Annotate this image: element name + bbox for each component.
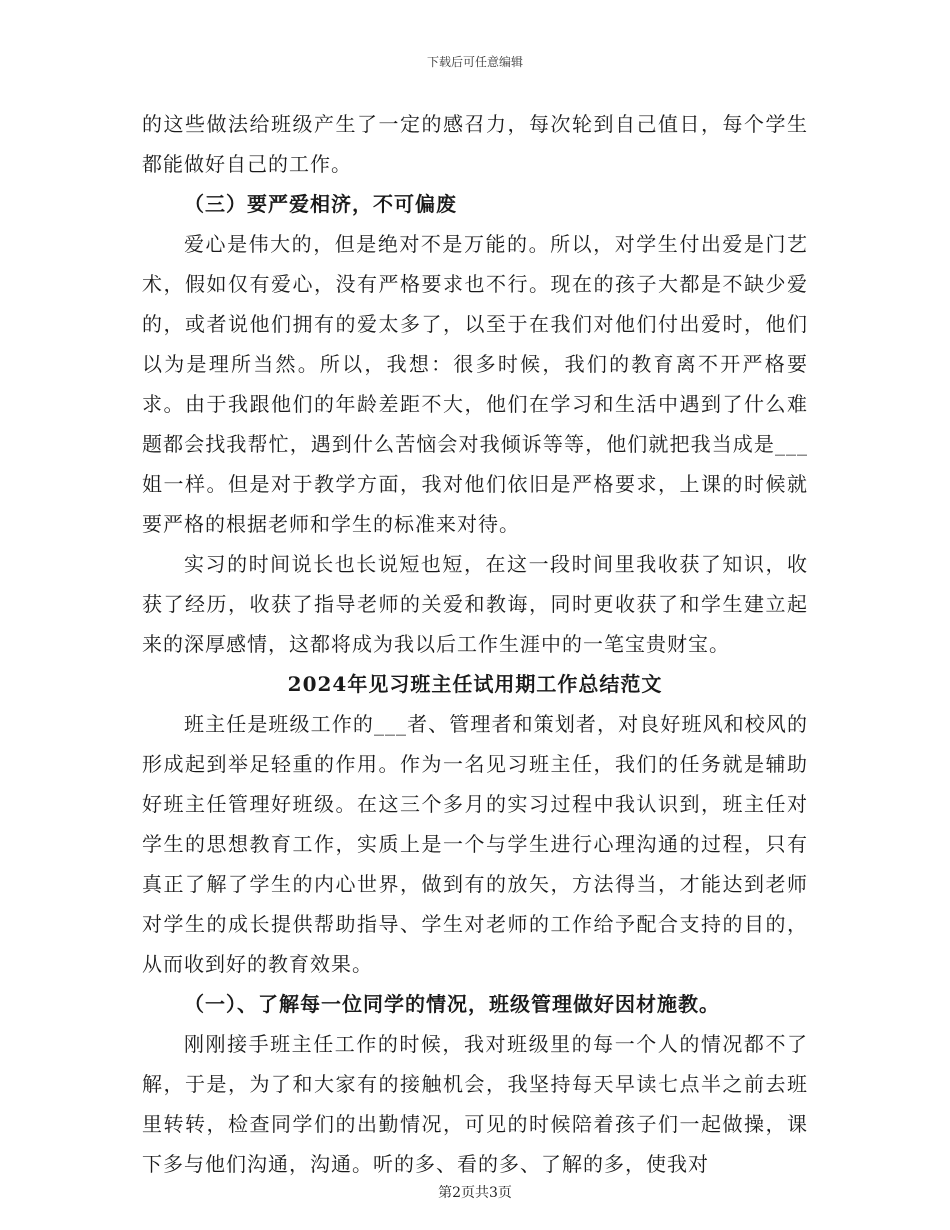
section-heading: （一）、了解每一位同学的情况，班级管理做好因材施教。: [184, 992, 720, 1016]
paragraph: 的这些做法给班级产生了一定的感召力，每次轮到自己值日，每个学生都能做好自己的工作。: [142, 112, 808, 176]
page-footer: 第2页共3页: [438, 1185, 512, 1201]
paragraph: 爱心是伟大的，但是绝对不是万能的。所以，对学生付出爱是门艺术，假如仅有爱心，没有严格要求也不行。现在的孩子大都是不缺少爱的，或者说他们拥有的爱太多了，以至于在我们对他们付出爱时，他们以为是理所当然。所以，我想：很多时候，我们的教育离不开严格要求。由于我跟他们的年龄差距不大，他们在学习和生活中遇到了什么难题都会找我帮忙，遇到什么苦恼会对我倾诉等等，他们就把我当成是___姐一样。但是对于教学方面，我对他们依旧是严格要求，上课的时候就要严格的根据老师和学生的标准来对待。: [142, 232, 808, 536]
paragraph: 班主任是班级工作的___者、管理者和策划者，对良好班风和校风的形成起到举足轻重的作用。作为一名见习班主任，我们的任务就是辅助好班主任管理好班级。在这三个多月的实习过程中我认识到，班主任对学生的思想教育工作，实质上是一个与学生进行心理沟通的过程，只有真正了解了学生的内心世界，做到有的放矢，方法得当，才能达到老师对学生的成长提供帮助指导、学生对老师的工作给予配合支持的目的，从而收到好的教育效果。: [142, 712, 808, 976]
paragraph: 刚刚接手班主任工作的时候，我对班级里的每一个人的情况都不了解，于是，为了和大家有的接触机会，我坚持每天早读七点半之前去班里转转，检查同学们的出勤情况，可见的时候陪着孩子们一起做操，课下多与他们沟通，沟通。听的多、看的多、了解的多，使我对: [142, 1032, 808, 1176]
document-title: 2024年见习班主任试用期工作总结范文: [287, 672, 663, 696]
document-body: [142, 104, 808, 1184]
paragraph: 实习的时间说长也长说短也短，在这一段时间里我收获了知识，收获了经历，收获了指导老师的关爱和教诲，同时更收获了和学生建立起来的深厚感情，这都将成为我以后工作生涯中的一笔宝贵财宝。: [142, 552, 808, 656]
page-header: 下载后可任意编辑: [426, 55, 523, 69]
section-heading: （三）要严爱相济，不可偏废: [184, 192, 457, 216]
